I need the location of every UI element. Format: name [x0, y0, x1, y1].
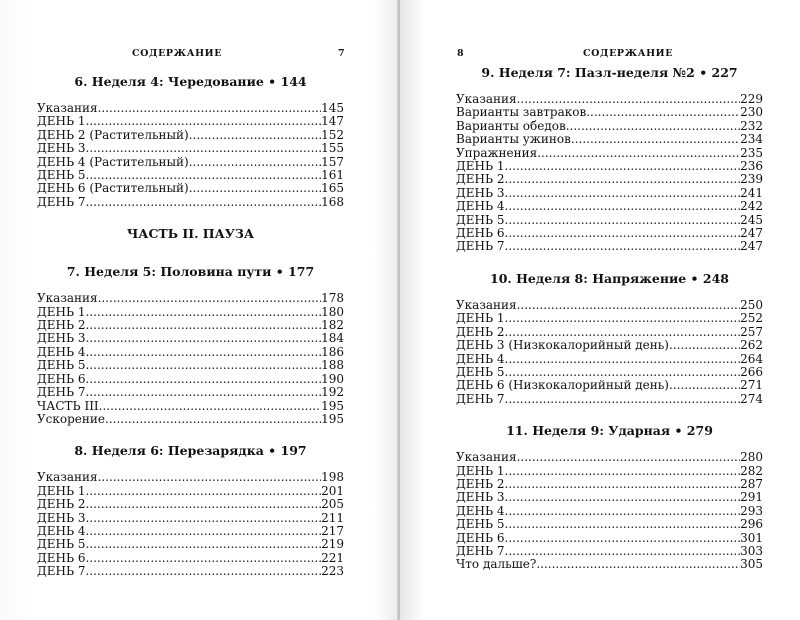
dot-leader [505, 532, 741, 545]
dot-leader [189, 182, 321, 195]
section-heading: 9. Неделя 7: Пазл-неделя №2 • 227 [481, 65, 738, 80]
dot-leader [505, 312, 741, 325]
toc-entry [456, 518, 763, 531]
toc-entry-title: Указания [37, 101, 98, 115]
toc-entry [456, 558, 763, 571]
toc-entry [456, 326, 763, 339]
toc-entry-title: Указания [456, 297, 517, 312]
toc-entry-title: ДЕНЬ 1 [456, 463, 505, 478]
dot-leader [86, 512, 322, 525]
toc-entry-title: Указания [37, 470, 98, 485]
toc-entry-title: Указания [456, 450, 517, 465]
dot-leader [189, 129, 321, 142]
toc-entry [37, 359, 344, 372]
toc-entry [456, 214, 763, 227]
toc-entry-title: ДЕНЬ 6 [37, 550, 86, 565]
toc-page-number: 247 [740, 239, 763, 254]
toc-entry-title: ДЕНЬ 3 [37, 141, 86, 156]
toc-entry [37, 306, 344, 319]
dot-leader [517, 93, 741, 106]
dot-leader [505, 214, 741, 227]
toc-page-number: 232 [740, 118, 763, 133]
toc-page-number: 219 [321, 537, 344, 552]
toc-page-number: 184 [321, 331, 344, 346]
toc-entry-list [456, 93, 763, 254]
toc-page-number: 165 [321, 181, 344, 196]
toc-entry [456, 299, 763, 312]
section-heading: 10. Неделя 8: Напряжение • 248 [490, 270, 729, 286]
toc-entry-list [37, 471, 344, 578]
toc-entry-list [456, 299, 763, 406]
dot-leader [505, 545, 741, 558]
toc-entry-title: ДЕНЬ 6 [456, 530, 505, 545]
toc-page-number: 250 [740, 297, 763, 312]
toc-entry-title: ДЕНЬ 6 (Низкокалорийный день) [456, 378, 669, 393]
toc-page-number: 155 [321, 141, 344, 156]
toc-entry [37, 156, 344, 169]
dot-leader [98, 292, 322, 305]
toc-entry-title: ДЕНЬ 2 [456, 476, 505, 491]
toc-entry [37, 373, 344, 386]
toc-page-number: 239 [740, 172, 763, 187]
dot-leader [586, 106, 740, 119]
toc-entry [456, 366, 763, 379]
toc-page-number: 235 [740, 145, 763, 160]
dot-leader [517, 299, 741, 312]
dot-leader [505, 353, 741, 366]
toc-entry-title: Ускорение [37, 411, 105, 426]
section-heading: 7. Неделя 5: Половина пути • 177 [66, 264, 315, 280]
toc-page-number: 180 [321, 304, 344, 319]
toc-entry [37, 400, 344, 413]
toc-entry [37, 142, 344, 155]
toc-entry-title: ДЕНЬ 3 [456, 185, 505, 200]
dot-leader [505, 505, 741, 518]
toc-entry-title: ДЕНЬ 2 [456, 324, 505, 339]
toc-entry-title: ЧАСТЬ III [37, 398, 99, 413]
dot-leader [86, 319, 322, 332]
toc-page-number: 145 [321, 101, 344, 115]
dot-leader [669, 339, 740, 352]
toc-entry-title: Варианты ужинов [456, 132, 571, 147]
toc-entry [37, 169, 344, 182]
toc-entry [37, 498, 344, 511]
section-heading: 11. Неделя 9: Ударная • 279 [506, 423, 713, 439]
toc-entry-title: ДЕНЬ 2 [456, 172, 505, 187]
toc-entry-title: ДЕНЬ 5 [37, 168, 86, 183]
dot-leader [86, 115, 322, 128]
toc-page-number: 188 [321, 358, 344, 373]
toc-entry-title: ДЕНЬ 5 [456, 517, 505, 532]
toc-page-number: 252 [740, 311, 763, 326]
toc-entry-title: Что дальше? [456, 557, 537, 572]
toc-entry-title: ДЕНЬ 7 [37, 385, 86, 400]
toc-entry-title: ДЕНЬ 1 [37, 114, 86, 129]
toc-entry [37, 512, 344, 525]
toc-entry [456, 339, 763, 352]
toc-page-number: 296 [740, 517, 763, 532]
dot-leader [99, 400, 321, 413]
toc-entry-list [37, 102, 344, 209]
toc-entry [37, 332, 344, 345]
dot-leader [571, 133, 740, 146]
toc-entry-title: ДЕНЬ 7 [37, 194, 86, 209]
toc-page-number: 221 [321, 550, 344, 565]
toc-entry-title: ДЕНЬ 2 (Растительный) [37, 127, 189, 142]
running-header-title: СОДЕРЖАНИЕ [132, 48, 223, 59]
toc-entry [456, 312, 763, 325]
toc-entry [456, 478, 763, 491]
toc-page-number: 201 [321, 483, 344, 498]
toc-entry-title: ДЕНЬ 6 (Растительный) [37, 181, 189, 196]
toc-entry-title: ДЕНЬ 4 [37, 344, 86, 359]
toc-entry-title: ДЕНЬ 4 [456, 199, 505, 214]
toc-page-number: 223 [321, 564, 344, 579]
toc-entry [456, 545, 763, 558]
toc-page-number: 147 [321, 114, 344, 129]
section-heading: 8. Неделя 6: Перезарядка • 197 [74, 443, 307, 459]
toc-entry [456, 133, 763, 146]
toc-entry-title: ДЕНЬ 5 [37, 537, 86, 552]
toc-entry [37, 346, 344, 359]
toc-page-number: 264 [740, 351, 763, 366]
toc-entry [37, 102, 344, 115]
toc-page-number: 266 [740, 364, 763, 379]
dot-leader [86, 373, 322, 386]
toc-page-number: 195 [321, 411, 344, 426]
toc-page-number: 195 [321, 398, 344, 413]
toc-entry-title: Указания [456, 92, 517, 106]
dot-leader [505, 465, 741, 478]
toc-entry [37, 115, 344, 128]
toc-page-number: 186 [321, 344, 344, 359]
toc-entry [456, 173, 763, 186]
toc-page-number: 271 [740, 378, 763, 393]
toc-page-number: 182 [321, 318, 344, 333]
toc-entry [37, 292, 344, 305]
dot-leader [86, 142, 322, 155]
toc-entry-title: ДЕНЬ 5 [37, 358, 86, 373]
part-heading: ЧАСТЬ II. ПАУЗА [126, 226, 255, 242]
toc-entry-title: ДЕНЬ 5 [456, 212, 505, 227]
toc-entry [456, 227, 763, 240]
toc-entry [37, 319, 344, 332]
toc-entry [37, 525, 344, 538]
toc-page-number: 236 [740, 159, 763, 174]
dot-leader [86, 169, 322, 182]
toc-page-number: 192 [321, 385, 344, 400]
toc-page-number: 293 [740, 503, 763, 518]
toc-entry-title: ДЕНЬ 1 [37, 483, 86, 498]
toc-page-number: 242 [740, 199, 763, 214]
toc-page-number: 230 [740, 105, 763, 120]
toc-page-number: 280 [740, 450, 763, 465]
dot-leader [505, 491, 741, 504]
toc-page-number: 217 [321, 523, 344, 538]
dot-leader [189, 156, 321, 169]
dot-leader [505, 478, 741, 491]
dot-leader [105, 413, 321, 426]
dot-leader [537, 147, 740, 160]
toc-entry [456, 240, 763, 253]
toc-page-number: 205 [321, 497, 344, 512]
toc-entry [456, 379, 763, 392]
toc-page-number: 211 [321, 510, 344, 525]
toc-page-number: 257 [740, 324, 763, 339]
toc-entry-title: ДЕНЬ 6 [456, 226, 505, 241]
section-heading: 6. Неделя 4: Чередование • 144 [74, 74, 307, 89]
toc-entry-title: ДЕНЬ 1 [456, 311, 505, 326]
toc-entry-title: ДЕНЬ 4 [456, 503, 505, 518]
toc-entry-title: ДЕНЬ 3 [37, 510, 86, 525]
toc-entry [456, 147, 763, 160]
toc-page-number: 291 [740, 490, 763, 505]
toc-entry-title: ДЕНЬ 6 [37, 371, 86, 386]
page-number: 8 [457, 48, 465, 59]
dot-leader [505, 160, 741, 173]
toc-page-number: 234 [740, 132, 763, 147]
toc-entry [37, 471, 344, 484]
toc-entry-title: ДЕНЬ 7 [37, 564, 86, 579]
dot-leader [86, 346, 322, 359]
toc-entry [456, 200, 763, 213]
toc-entry-title: ДЕНЬ 7 [456, 239, 505, 254]
toc-entry [37, 129, 344, 142]
toc-entry [37, 552, 344, 565]
toc-entry-title: ДЕНЬ 1 [37, 304, 86, 319]
dot-leader [566, 120, 740, 133]
toc-entry [456, 491, 763, 504]
dot-leader [505, 366, 741, 379]
dot-leader [505, 393, 741, 406]
page-number: 7 [338, 48, 346, 59]
toc-page-number: 274 [740, 391, 763, 406]
toc-entry-title: ДЕНЬ 4 [37, 523, 86, 538]
toc-entry-title: ДЕНЬ 4 [456, 351, 505, 366]
dot-leader [505, 200, 741, 213]
dot-leader [86, 332, 322, 345]
toc-entry [456, 187, 763, 200]
toc-entry [37, 196, 344, 209]
toc-page-number: 262 [740, 338, 763, 353]
toc-entry [37, 538, 344, 551]
toc-page-number: 198 [321, 470, 344, 485]
table-of-contents [37, 74, 344, 596]
dot-leader [505, 240, 741, 253]
running-header-title: СОДЕРЖАНИЕ [583, 48, 674, 59]
toc-entry-title: ДЕНЬ 2 [37, 318, 86, 333]
toc-entry-title: Упражнения [456, 145, 538, 160]
dot-leader [98, 471, 322, 484]
dot-leader [505, 187, 741, 200]
dot-leader [86, 196, 322, 209]
toc-entry-title: Варианты завтраков [456, 105, 587, 120]
dot-leader [505, 173, 741, 186]
toc-entry-title: ДЕНЬ 4 (Растительный) [37, 154, 189, 169]
toc-entry [456, 451, 763, 464]
dot-leader [86, 525, 322, 538]
toc-entry-title: Варианты обедов [456, 118, 566, 133]
toc-entry [456, 393, 763, 406]
toc-entry-title: ДЕНЬ 3 [37, 331, 86, 346]
dot-leader [86, 386, 322, 399]
toc-page-number: 152 [321, 127, 344, 142]
toc-page-number: 168 [321, 194, 344, 209]
toc-entry [456, 160, 763, 173]
left-page [0, 0, 398, 620]
toc-entry [37, 386, 344, 399]
toc-entry-list [456, 451, 763, 572]
toc-page-number: 287 [740, 476, 763, 491]
toc-entry [456, 93, 763, 106]
toc-entry-title: ДЕНЬ 7 [456, 391, 505, 406]
dot-leader [669, 379, 740, 392]
toc-page-number: 157 [321, 154, 344, 169]
toc-entry-title: ДЕНЬ 2 [37, 497, 86, 512]
dot-leader [505, 518, 741, 531]
toc-page-number: 301 [740, 530, 763, 545]
toc-entry-title: ДЕНЬ 1 [456, 159, 505, 174]
toc-entry [37, 565, 344, 578]
toc-page-number: 247 [740, 226, 763, 241]
toc-entry [37, 413, 344, 426]
table-of-contents [456, 65, 763, 589]
toc-entry [456, 532, 763, 545]
dot-leader [86, 306, 322, 319]
dot-leader [86, 552, 322, 565]
dot-leader [517, 451, 741, 464]
toc-page-number: 190 [321, 371, 344, 386]
dot-leader [86, 565, 322, 578]
dot-leader [86, 538, 322, 551]
toc-page-number: 245 [740, 212, 763, 227]
toc-page-number: 229 [740, 92, 763, 106]
toc-entry [456, 465, 763, 478]
toc-entry [456, 505, 763, 518]
dot-leader [98, 102, 322, 115]
toc-page-number: 161 [321, 168, 344, 183]
toc-entry [456, 120, 763, 133]
toc-page-number: 178 [321, 291, 344, 306]
toc-page-number: 303 [740, 543, 763, 558]
toc-page-number: 305 [740, 557, 763, 572]
toc-entry-list [37, 292, 344, 426]
toc-entry [456, 106, 763, 119]
toc-entry-title: ДЕНЬ 3 [456, 490, 505, 505]
toc-entry [456, 353, 763, 366]
toc-page-number: 241 [740, 185, 763, 200]
dot-leader [536, 558, 740, 571]
toc-page-number: 282 [740, 463, 763, 478]
toc-entry-title: ДЕНЬ 5 [456, 364, 505, 379]
dot-leader [505, 326, 741, 339]
toc-entry-title: Указания [37, 291, 98, 306]
dot-leader [505, 227, 741, 240]
dot-leader [86, 485, 322, 498]
dot-leader [86, 498, 322, 511]
toc-entry [37, 485, 344, 498]
toc-entry-title: ДЕНЬ 7 [456, 543, 505, 558]
dot-leader [86, 359, 322, 372]
toc-entry [37, 182, 344, 195]
toc-entry-title: ДЕНЬ 3 (Низкокалорийный день) [456, 338, 669, 353]
